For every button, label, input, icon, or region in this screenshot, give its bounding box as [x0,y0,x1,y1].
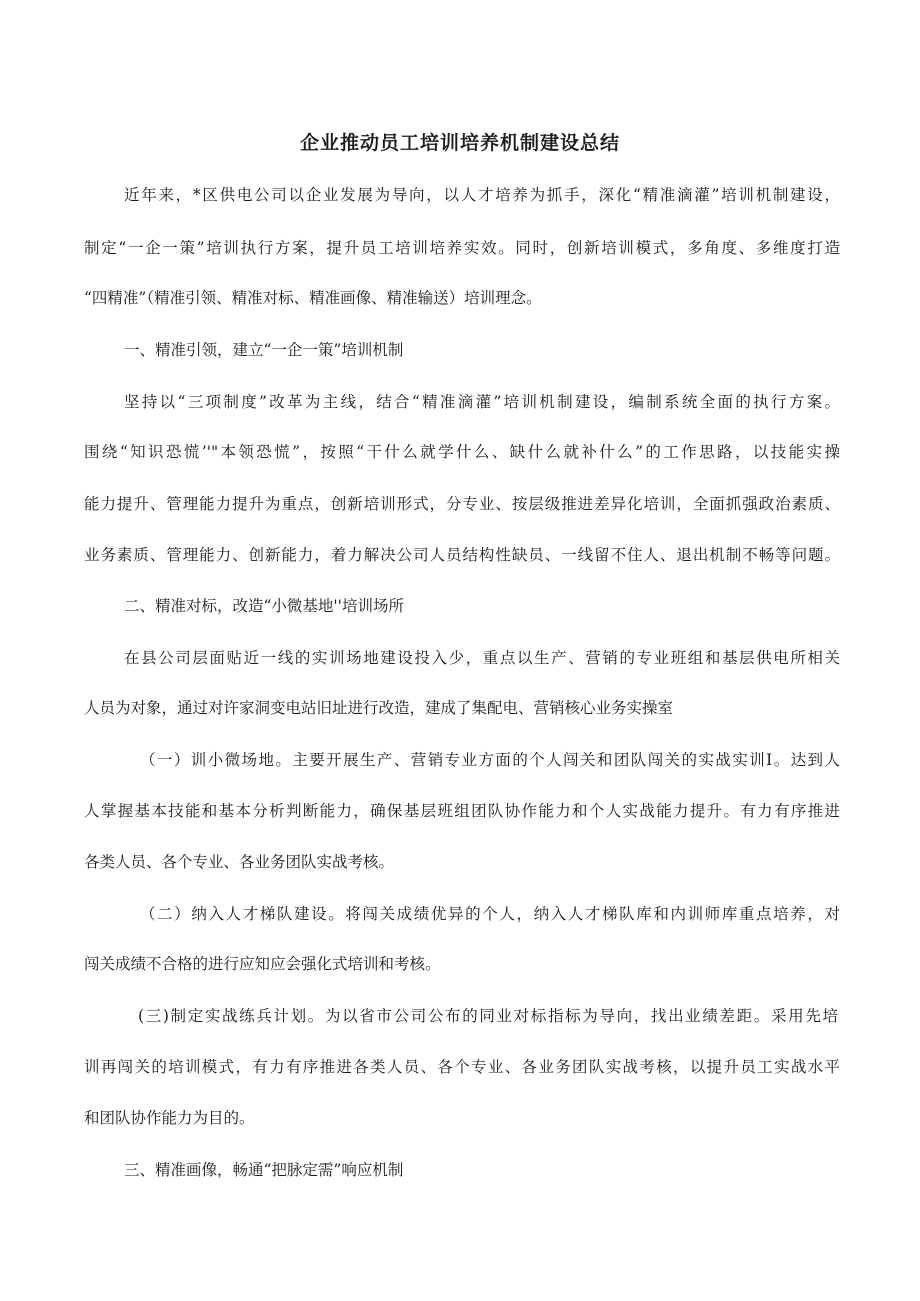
paragraph-line: 和团队协作能力为目的。 [84,1109,255,1127]
paragraph-line: 在县公司层面贴近一线的实训场地建设投入少，重点以生产、营销的专业班组和基层供电所相关 [124,649,840,667]
paragraph-line: 能力提升、管理能力提升为重点，创新培训形式，分专业、按层级推进差异化培训，全面抓强政治素质、 [84,495,840,513]
paragraph-line: （二）纳入人才梯队建设。将闯关成绩优异的个人，纳入人才梯队库和内训师库重点培养，对 [140,905,840,923]
paragraph-line: 业务素质、管理能力、创新能力，着力解决公司人员结构性缺员、一线留不住人、退出机制不畅等问题。 [84,546,840,564]
paragraph-line: 训再闯关的培训模式，有力有序推进各类人员、各个专业、各业务团队实战考核，以提升员工实战水平 [84,1058,840,1076]
paragraph-line: 围绕“知识恐慌’'"本领恐慌”，按照“干什么就学什么、缺什么就补什么”的工作思路，以技能实操 [84,443,840,461]
paragraph-line: 人掌握基本技能和基本分析判断能力，确保基层班组团队协作能力和个人实战能力提升。有力有序推进 [84,802,840,820]
paragraph-line: 近年来，*区供电公司以企业发展为导向，以人才培养为抓手，深化“精准滴灌”培训机制建设， [124,186,840,204]
paragraph-line: 各类人员、各个专业、各业务团队实战考核。 [84,853,395,871]
paragraph-line: “四精准”（精准引领、精准对标、精准画像、精准输送）培训理念。 [84,289,542,307]
section-heading: 一、精准引领，建立“一企一策”培训机制 [124,341,404,359]
paragraph-line: （一）训小微场地。主要开展生产、营销专业方面的个人闯关和团队闯关的实战实训I。达到人 [140,751,840,769]
section-heading: 三、精准画像，畅通“把脉定需”响应机制 [124,1161,404,1179]
paragraph-line: (三)制定实战练兵计划。为以省市公司公布的同业对标指标为导向，找出业绩差距。采用先培 [138,1007,838,1025]
paragraph-line: 制定“一企一策”培训执行方案，提升员工培训培养实效。同时，创新培训模式，多角度、多维度打造 [84,239,840,257]
paragraph-line: 人员为对象，通过对许家洞变电站旧址进行改造，建成了集配电、营销核心业务实操室 [84,699,674,717]
paragraph-line: 坚持以“三项制度”改革为主线，结合“精准滴灌”培训机制建设，编制系统全面的执行方案。 [124,393,840,411]
document-title: 企业推动员工培训培养机制建设总结 [299,132,620,154]
section-heading: 二、精准对标，改造“小微基地''培训场所 [124,597,404,615]
paragraph-line: 闯关成绩不合格的进行应知应会强化式培训和考核。 [84,955,441,973]
